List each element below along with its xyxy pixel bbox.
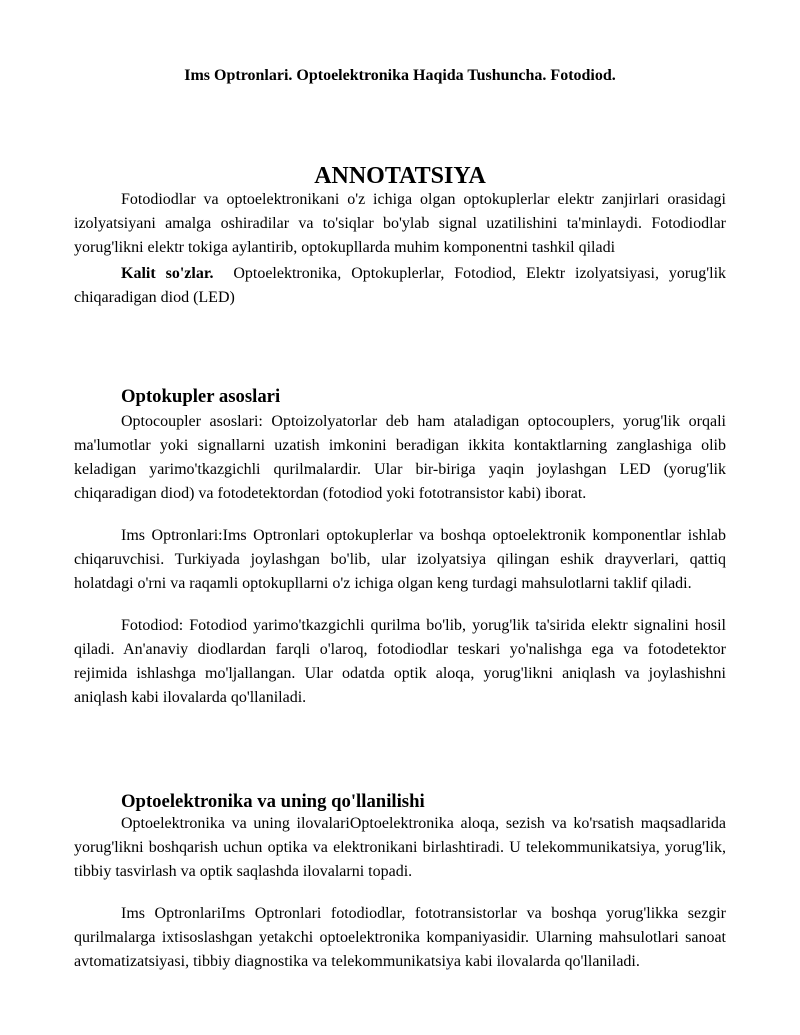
keywords-label: Kalit so'zlar. bbox=[121, 265, 214, 282]
section-heading-optokupler: Optokupler asoslari bbox=[121, 386, 281, 407]
keywords-paragraph bbox=[74, 262, 726, 310]
paragraph-optocoupler-basics: Optocoupler asoslari: Optoizolyatorlar deb ham ataladigan optocouplers, yorug'lik orqali ma'lumotlar yoki signallarni uzatish imkonini beradigan ikkita kontaktlarning zanglashiga olib keladigan yarimo'tkazgichli qurilmalardir. Ular bir-biriga yaqin joylashgan LED (yorug'lik chiqaradigan diod) va fotodetektordan (fotodiod yoki fototransistor kabi) iborat. bbox=[74, 413, 726, 502]
section-optokupler-body bbox=[74, 410, 726, 710]
annotation-block bbox=[74, 188, 726, 310]
section-optoelektronika-body bbox=[74, 812, 726, 974]
paragraph-ims-company: Ims OptronlariIms Optronlari fotodiodlar, fototransistorlar va boshqa yorug'likka sezgir qurilmalarga ixtisoslashgan yetakchi optoelektronika kompaniyasidir. Ularning mahsulotlari sanoat avtomatizatsiyasi, tibbiy diagnostika va telekommunikatsiya kabi ilovalarda qo'llaniladi. bbox=[74, 905, 726, 970]
keywords-text: Optoelektronika, Optokuplerlar, Fotodiod, Elektr izolyatsiyasi, yorug'lik chiqaradigan diod (LED) bbox=[74, 265, 727, 306]
annotation-heading: ANNOTATSIYA bbox=[314, 163, 486, 189]
document-title: Ims Optronlari. Optoelektronika Haqida Tushuncha. Fotodiod. bbox=[184, 67, 616, 84]
paragraph-optoelektronika-applications: Optoelektronika va uning ilovalariOptoelektronika aloqa, sezish va ko'rsatish maqsadlarida yorug'likni boshqarish uchun optika va elektronikani birlashtiradi. U telekommunikatsiya, yorug'lik, tibbiy tasvirlash va optik saqlashda ilovalarni topadi. bbox=[74, 815, 726, 880]
annotation-text: Fotodiodlar va optoelektronikani o'z ichiga olgan optokuplerlar elektr zanjirlari orasidagi izolyatsiyani amalga oshiradilar va to'siqlar bo'ylab signal uzatilishini ta'minlaydi. Fotodiodlar yorug'likni elektr tokiga aylantirib, optokupllarda muhim komponentni tashkil qiladi bbox=[74, 191, 726, 256]
paragraph-ims-optronlari: Ims Optronlari:Ims Optronlari optokuplerlar va boshqa optoelektronik komponentlar ishlab chiqaruvchisi. Turkiyada joylashgan bo'lib, ular izolyatsiya qilingan eshik drayverlari, qattiq holatdagi o'rni va raqamli optokupllarni o'z ichiga olgan keng turdagi mahsulotlarni taklif qiladi. bbox=[74, 527, 726, 592]
section-heading-optoelektronika: Optoelektronika va uning qo'llanilishi bbox=[121, 791, 425, 812]
paragraph-fotodiod: Fotodiod: Fotodiod yarimo'tkazgichli qurilma bo'lib, yorug'lik ta'sirida elektr signalini hosil qiladi. An'anaviy diodlardan farqli o'laroq, fotodiodlar teskari yo'nalishga ega va fotodetektor rejimida ishlashga mo'ljallangan. Ular odatda optik aloqa, yorug'likni aniqlash va joylashishni aniqlash kabi ilovalarda qo'llaniladi. bbox=[74, 617, 726, 706]
